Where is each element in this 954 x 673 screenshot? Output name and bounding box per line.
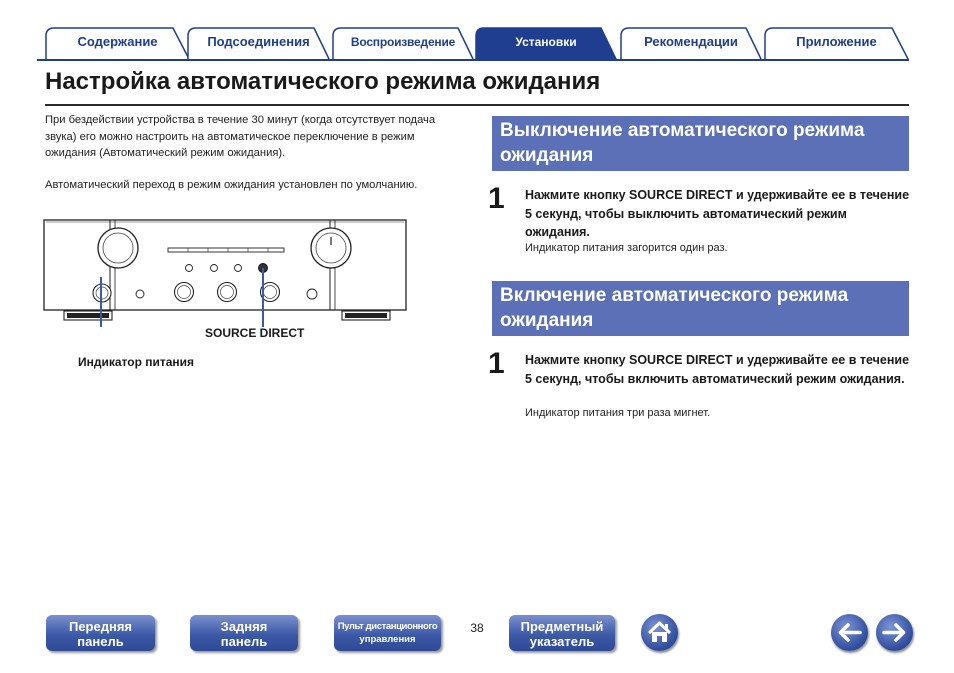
button-label-line1: Пульт дистанционного: [337, 621, 438, 632]
tab-tips[interactable]: [620, 27, 762, 60]
tab-label: Установки: [515, 35, 577, 49]
section-heading-enable: Включение автоматического режима ожидания: [492, 281, 909, 336]
tab-label: Содержание: [77, 34, 158, 49]
step-instruction: Нажмите кнопку SOURCE DIRECT и удерживайте ее в течение 5 секунд, чтобы включить автоматический режим ожидания.: [525, 353, 910, 386]
button-label-line1: Задняя: [220, 619, 268, 634]
home-button[interactable]: [641, 614, 678, 651]
tab-settings[interactable]: [475, 27, 617, 60]
title-divider: [45, 104, 909, 106]
index-button[interactable]: [509, 615, 615, 651]
front-panel-button[interactable]: [46, 615, 155, 651]
tab-label: Подсоединения: [207, 34, 310, 49]
section-heading-disable: Выключение автоматического режима ожидания: [492, 116, 909, 171]
arrow-right-icon: [876, 614, 913, 651]
button-label-line2: панель: [77, 634, 124, 649]
page-title: Настройка автоматического режима ожидания: [45, 68, 601, 95]
step-note: Индикатор питания три раза мигнет.: [525, 407, 711, 419]
button-label-line2: управления: [359, 634, 416, 645]
home-icon: [641, 614, 678, 651]
intro-paragraph-2: Автоматический переход в режим ожидания установлен по умолчанию.: [45, 179, 418, 191]
previous-page-button[interactable]: [831, 614, 868, 651]
page-number: 38: [470, 621, 484, 635]
amplifier-front-panel-illustration: [40, 215, 415, 330]
power-indicator-label: Индикатор питания: [78, 355, 195, 369]
next-page-button[interactable]: [876, 614, 913, 651]
step-number: 1: [488, 182, 505, 215]
button-label-line2: указатель: [529, 634, 595, 649]
tab-underline: [37, 59, 909, 61]
step-number: 1: [488, 347, 505, 380]
tab-label: Рекомендации: [644, 34, 738, 49]
tab-label: Воспроизведение: [350, 35, 456, 49]
step-instruction: Нажмите кнопку SOURCE DIRECT и удерживайте ее в течение 5 секунд, чтобы выключить автоматический режим ожидания.: [525, 188, 910, 239]
arrow-left-icon: [831, 614, 868, 651]
rear-panel-button[interactable]: [190, 615, 298, 651]
tab-connections[interactable]: [187, 27, 330, 60]
source-direct-label: SOURCE DIRECT: [205, 326, 305, 340]
step-note: Индикатор питания загорится один раз.: [525, 242, 728, 254]
tab-playback[interactable]: [332, 27, 474, 60]
tab-appendix[interactable]: [764, 27, 909, 60]
intro-paragraph-1: При бездействии устройства в течение 30 минут (когда отсутствует подача звука) его можно настроить на автоматическое переключение в режим ожидания (Автоматический режим ожидания).: [45, 114, 436, 159]
tab-label: Приложение: [796, 34, 877, 49]
button-label-line1: Предметный: [520, 619, 604, 634]
button-label-line1: Передняя: [68, 619, 133, 634]
button-label-line2: панель: [220, 634, 268, 649]
tab-contents[interactable]: [45, 27, 190, 60]
remote-control-button[interactable]: [334, 615, 441, 651]
